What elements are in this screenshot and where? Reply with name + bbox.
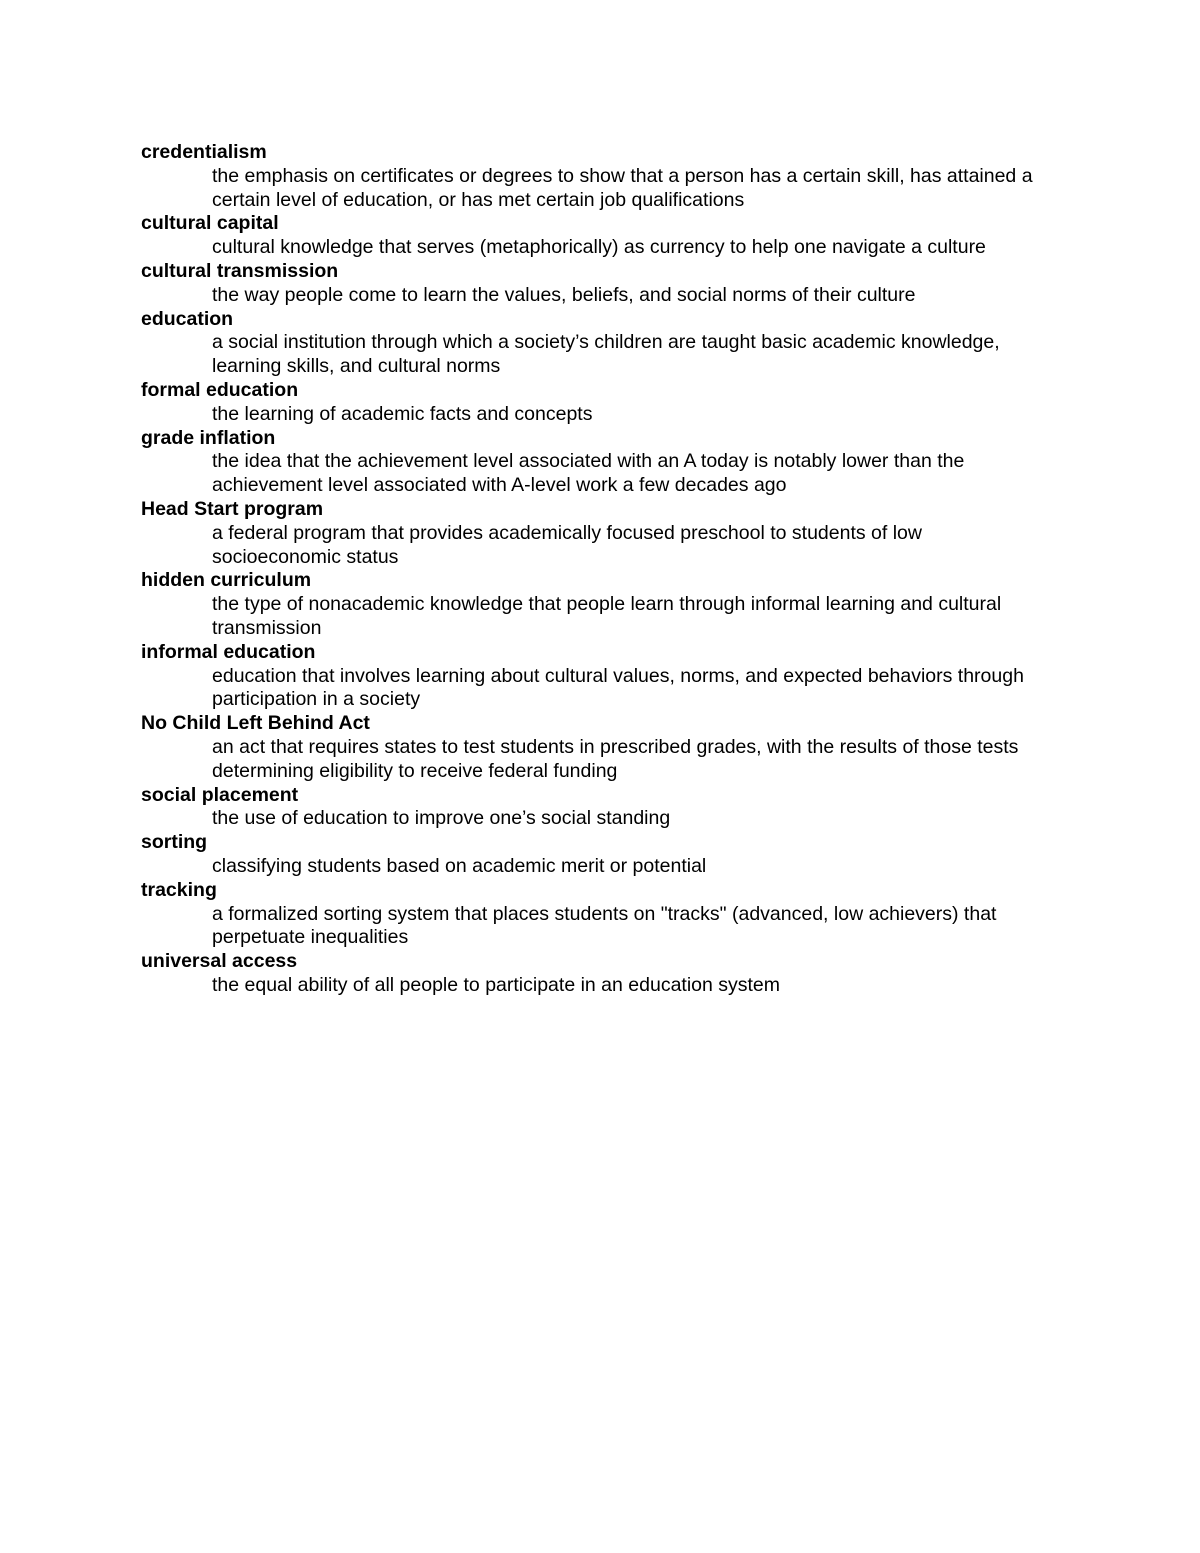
glossary-term: grade inflation	[141, 426, 276, 449]
glossary-term: cultural capital	[141, 212, 279, 235]
glossary-definition: an act that requires states to test students in prescribed grades, with the results of those tests determining eligibility to receive federal funding	[212, 735, 1019, 782]
glossary-definition: a formalized sorting system that places students on "tracks" (advanced, low achievers) that perpetuate inequalities	[212, 902, 997, 949]
glossary-term: social placement	[141, 783, 299, 806]
glossary-definition: cultural knowledge that serves (metaphorically) as currency to help one navigate a culture	[212, 236, 986, 259]
glossary-list	[141, 141, 1061, 998]
glossary-term: sorting	[141, 831, 208, 854]
glossary-term: Head Start program	[141, 497, 324, 520]
glossary-term: tracking	[141, 878, 217, 901]
glossary-definition: the way people come to learn the values, beliefs, and social norms of their culture	[212, 283, 916, 306]
glossary-definition: the idea that the achievement level associated with an A today is notably lower than the achievement level associated with A-level work a few decades ago	[212, 450, 965, 497]
glossary-term: education	[141, 307, 234, 330]
glossary-definition: a federal program that provides academically focused preschool to students of low socioeconomic status	[212, 521, 922, 568]
glossary-term: credentialism	[141, 141, 267, 163]
glossary-term: No Child Left Behind Act	[141, 712, 370, 735]
glossary-definition: the type of nonacademic knowledge that people learn through informal learning and cultural transmission	[212, 593, 1002, 639]
glossary-definition: the learning of academic facts and concepts	[212, 402, 593, 425]
glossary-definition: a social institution through which a society’s children are taught basic academic knowledge, learning skills, and cultural norms	[212, 331, 1000, 378]
glossary-term: universal access	[141, 950, 298, 973]
glossary-term: informal education	[141, 640, 316, 663]
glossary-definition: classifying students based on academic merit or potential	[212, 854, 707, 877]
glossary-term: formal education	[141, 378, 299, 401]
glossary-term: cultural transmission	[141, 259, 339, 282]
glossary-definition: the emphasis on certificates or degrees to show that a person has a certain skill, has attained a certain level of education, or has met certain job qualifications	[212, 164, 1033, 211]
glossary-definition: the use of education to improve one’s social standing	[212, 807, 671, 830]
glossary-definition: the equal ability of all people to participate in an education system	[212, 973, 781, 996]
glossary-term: hidden curriculum	[141, 569, 312, 592]
glossary-definition: education that involves learning about cultural values, norms, and expected behaviors through participation in a society	[212, 664, 1024, 711]
